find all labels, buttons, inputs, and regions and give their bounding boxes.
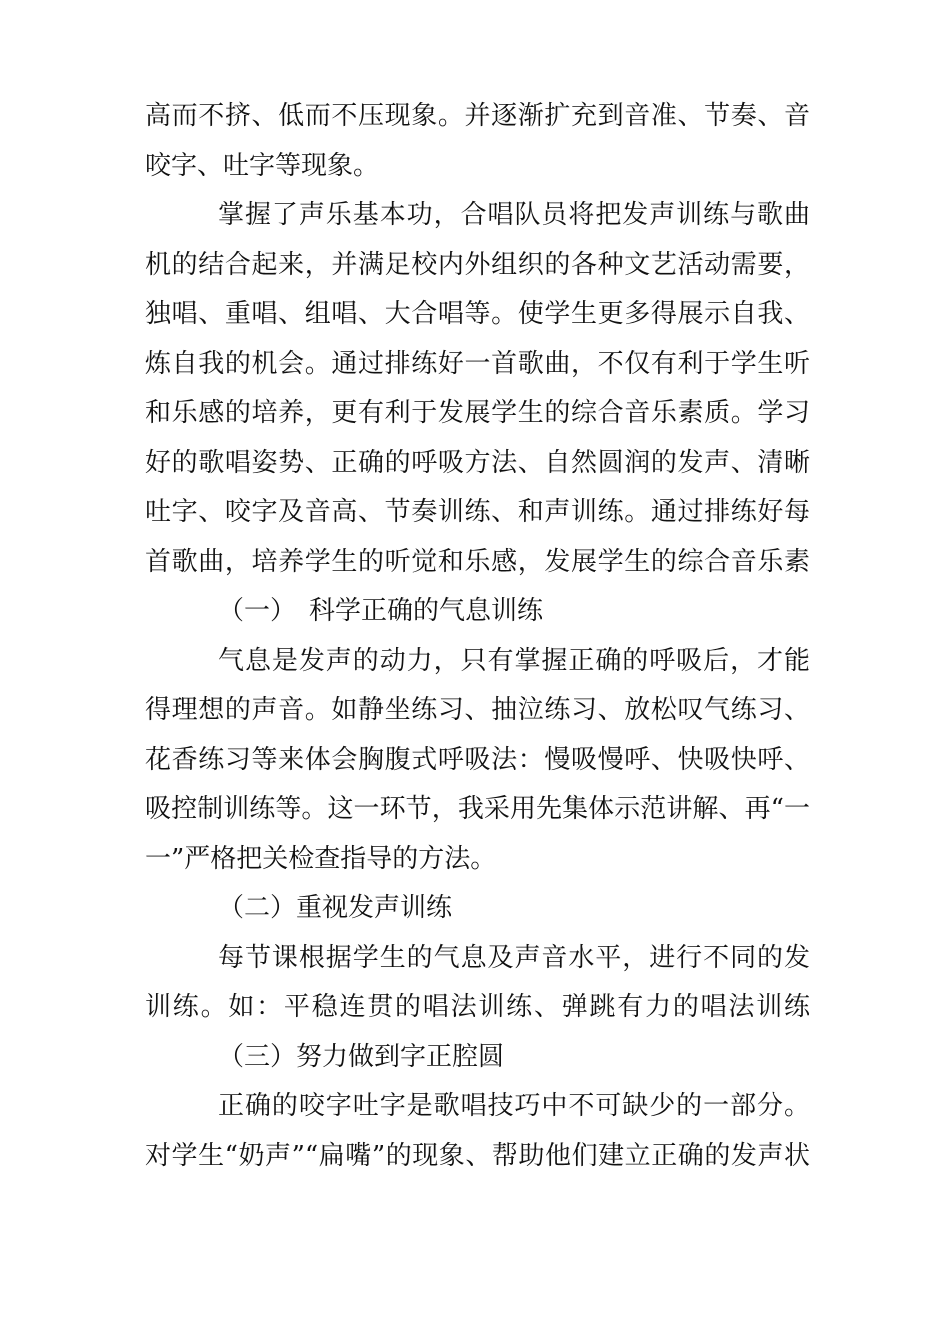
section-heading: （二）重视发声训练 — [218, 893, 453, 923]
text-line: 吸控制训练等。这一环节，我采用先集体示范讲解、再“一 — [145, 794, 810, 824]
text-line: 气息是发声的动力，只有掌握正确的呼吸后，才能 — [218, 645, 810, 676]
text-line: 吐字、咬字及音高、节奏训练、和声训练。通过排练好每 — [145, 497, 810, 527]
body-text — [145, 92, 810, 1181]
text-line: 好的歌唱姿势、正确的呼吸方法、自然圆润的发声、清晰 — [145, 447, 810, 478]
text-line: 首歌曲，培养学生的听觉和乐感，发展学生的综合音乐素 — [145, 546, 810, 577]
text-line: 独唱、重唱、组唱、大合唱等。使学生更多得展示自我、 — [145, 299, 810, 329]
text-line: 机的结合起来，并满足校内外组织的各种文艺活动需要， — [145, 249, 810, 280]
text-line: 炼自我的机会。通过排练好一首歌曲，不仅有利于学生听 — [145, 348, 810, 379]
text-line: 掌握了声乐基本功，合唱队员将把发声训练与歌曲 — [218, 200, 810, 230]
text-line: 训练。如：平稳连贯的唱法训练、弹跳有力的唱法训练 — [145, 992, 810, 1022]
text-line: 每节课根据学生的气息及声音水平，进行不同的发 — [218, 942, 810, 973]
text-line: 得理想的声音。如静坐练习、抽泣练习、放松叹气练习、 — [145, 695, 810, 725]
text-line: 正确的咬字吐字是歌唱技巧中不可缺少的一部分。 — [218, 1091, 810, 1121]
text-line: 咬字、吐字等现象。 — [145, 150, 380, 181]
text-line: 和乐感的培养，更有利于发展学生的综合音乐素质。学习 — [145, 398, 810, 428]
text-line: 对学生“奶声”“扁嘴”的现象、帮助他们建立正确的发声状 — [145, 1140, 810, 1171]
section-heading: （一） 科学正确的气息训练 — [218, 596, 544, 626]
section-heading: （三）努力做到字正腔圆 — [218, 1041, 505, 1072]
text-line: 高而不挤、低而不压现象。并逐渐扩充到音准、节奏、音 — [145, 101, 810, 131]
text-line: 一”严格把关检查指导的方法。 — [145, 843, 497, 874]
text-line: 花香练习等来体会胸腹式呼吸法：慢吸慢呼、快吸快呼、 — [145, 744, 810, 775]
